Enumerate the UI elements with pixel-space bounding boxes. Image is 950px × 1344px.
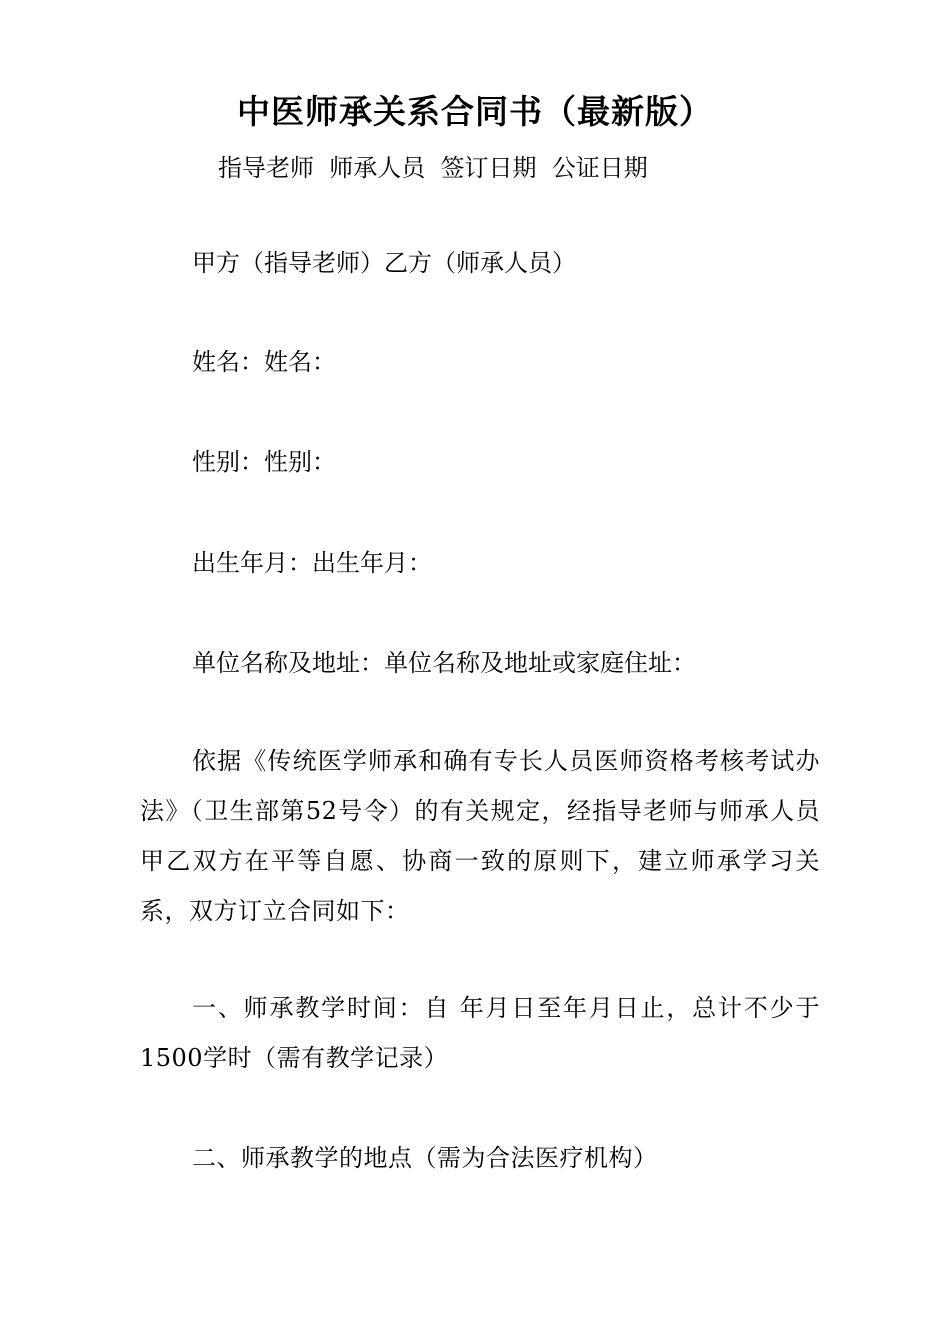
basis-paragraph: 依据《传统医学师承和确有专长人员医师资格考核考试办法》（卫生部第52号令）的有关规定，经指导老师与师承人员甲乙双方在平等自愿、协商一致的原则下，建立师承学习关系，双方订立合同如下： xyxy=(140,747,820,925)
document-subtitle: 指导老师 师承人员 签订日期 公证日期 xyxy=(218,154,648,182)
document-title: 中医师承关系合同书（最新版） xyxy=(237,92,713,131)
gender-line: 性别：性别： xyxy=(192,448,336,476)
birth-line: 出生年月：出生年月： xyxy=(192,549,432,577)
clause-teaching-time: 一、师承教学时间：自 年月日至年月日止，总计不少于1500学时（需有教学记录） xyxy=(140,994,820,1072)
address-line: 单位名称及地址：单位名称及地址或家庭住址： xyxy=(192,649,696,677)
parties-line: 甲方（指导老师）乙方（师承人员） xyxy=(192,249,576,277)
clause-teaching-location: 二、师承教学的地点（需为合法医疗机构） xyxy=(192,1144,658,1172)
name-line: 姓名：姓名： xyxy=(192,348,336,376)
